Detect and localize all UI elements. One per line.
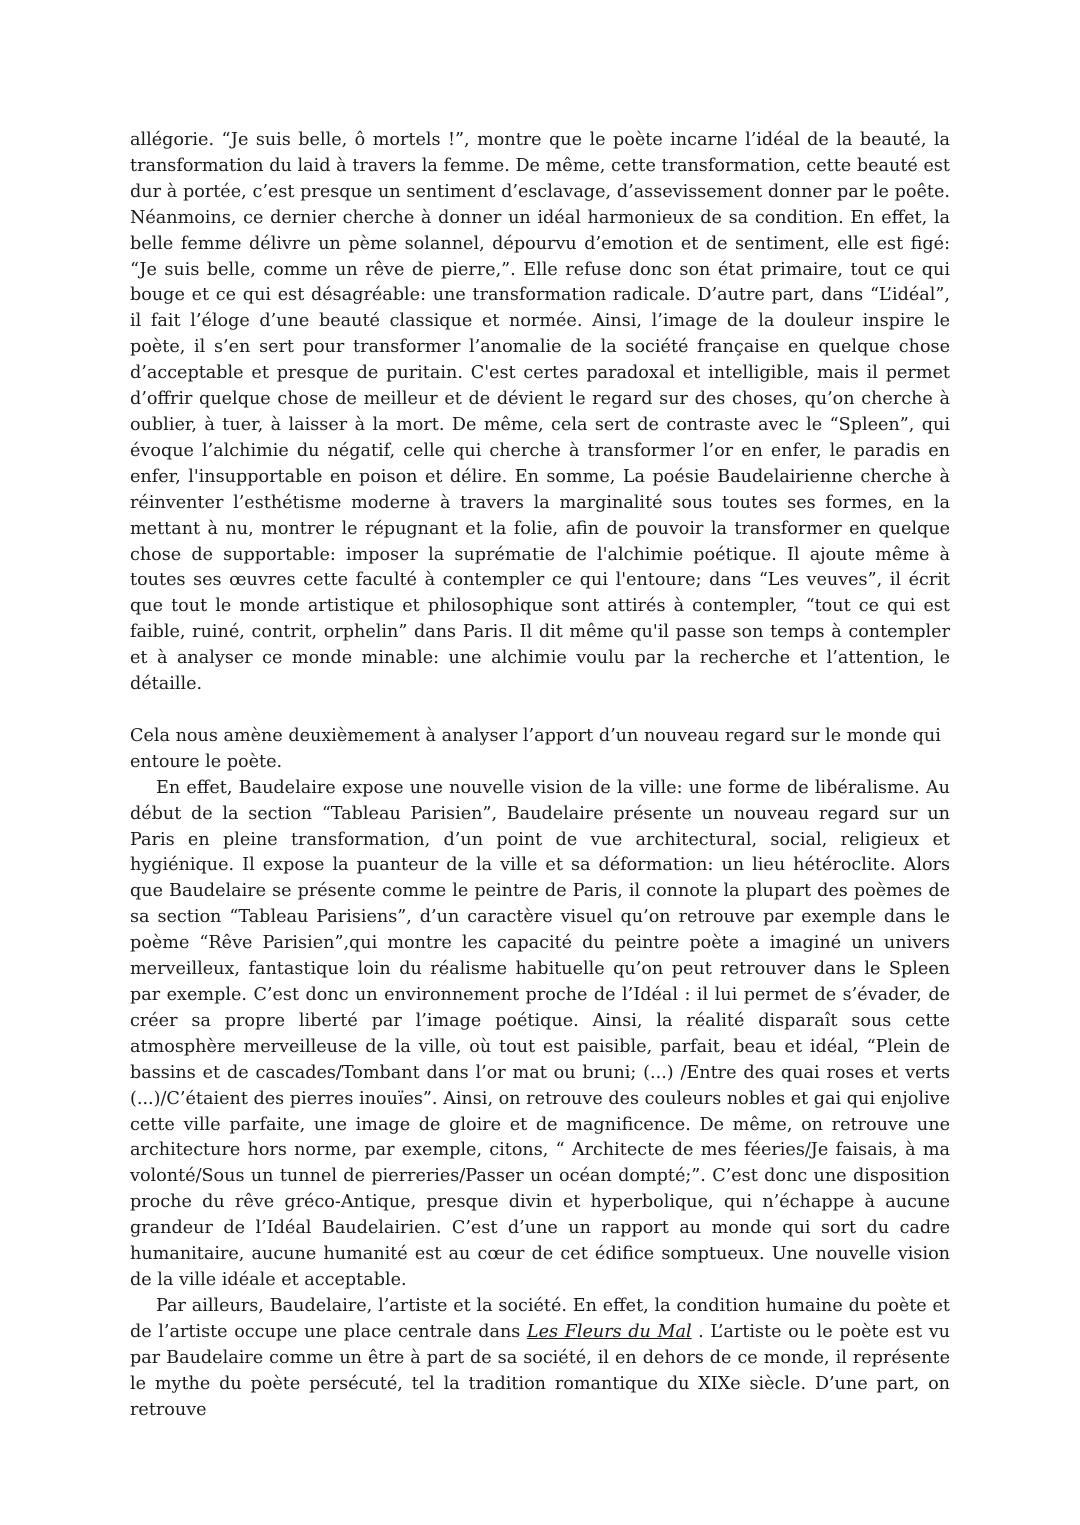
document-page <box>130 128 950 1423</box>
paragraph-city-vision: En effet, Baudelaire expose une nouvelle vision de la ville: une forme de libéralisme. Au début de la section “Tableau Parisien”, Baudelaire présente un nouveau regard sur un Paris en pleine transformation, d’un point de vue architectural, social, religieux et hygiénique. Il expose la puanteur de la ville et sa déformation: un lieu hétéroclite. Alors que Baudelaire se présente comme le peintre de Paris, il connote la plupart des poèmes de sa section “Tableau Parisiens”, d’un caractère visuel qu’on retrouve par exemple dans le poème “Rêve Parisien”,qui montre les capacité du peintre poète a imaginé un univers merveilleux, fantastique loin du réalisme habituelle qu’on peut retrouver dans le Spleen par exemple. C’est donc un environnement proche de l’Idéal : il lui permet de s’évader, de créer sa propre liberté par l’image poétique. Ainsi, la réalité disparaît sous cette atmosphère merveilleuse de la ville, où tout est paisible, parfait, beau et idéal, “Plein de bassins et de cascades/Tombant dans l’or mat ou bruni; (...) /Entre des quai roses et verts (...)/C’étaient des pierres inouïes”. Ainsi, on retrouve des couleurs nobles et gai qui enjolive cette ville parfaite, une image de gloire et de magnificence. De même, on retrouve une architecture hors norme, par exemple, citons, “ Architecte de mes féeries/Je faisais, à ma volonté/Sous un tunnel de pierreries/Passer un océan dompté;”. C’est donc une disposition proche du rêve gréco-Antique, presque divin et hyperbolique, qui n’échappe à aucune grandeur de l’Idéal Baudelairien. C’est d’une un rapport au monde qui sort du cadre humanitaire, aucune humanité est au cœur de cet édifice somptueux. Une nouvelle vision de la ville idéale et acceptable. <box>130 777 950 1290</box>
paragraph-text-after: . L’artiste ou le poète est vu par Baudelaire comme un être à part de sa société, il en dehors de ce monde, il représente le mythe du poète persécuté, tel la tradition romantique du XIXe siècle. D’une part, on retrouve <box>130 1321 950 1420</box>
paragraph-gap <box>130 698 950 724</box>
book-title: Les Fleurs du Mal <box>526 1321 692 1342</box>
paragraph-transition: Cela nous amène deuxièmement à analyser l’apport d’un nouveau regard sur le monde qui entoure le poète. <box>130 725 941 772</box>
paragraph-artist-society <box>130 1294 950 1424</box>
paragraph-text-before: Par ailleurs, Baudelaire, l’artiste et la société. En effet, la condition humaine du poète et de l’artiste occupe une place centrale dans <box>130 1295 950 1342</box>
paragraph-alchemy: allégorie. “Je suis belle, ô mortels !”, montre que le poète incarne l’idéal de la beauté, la transformation du laid à travers la femme. De même, cette transformation, cette beauté est dur à portée, c’est presque un sentiment d’esclavage, d’assevissement donner par le poête. Néanmoins, ce dernier cherche à donner un idéal harmonieux de sa condition. En effet, la belle femme délivre un pème solannel, dépourvu d’emotion et de sentiment, elle est figé: “Je suis belle, comme un rêve de pierre,”. Elle refuse donc son état primaire, tout ce qui bouge et ce qui est désagréable: une transformation radicale. D’autre part, dans “L’idéal”, il fait l’éloge d’une beauté classique et normée. Ainsi, l’image de la douleur inspire le poète, il s’en sert pour transformer l’anomalie de la société française en quelque chose d’acceptable et presque de puritain. C'est certes paradoxal et intelligible, mais il permet d’offrir quelque chose de meilleur et de dévient le regard sur des choses, qu’on cherche à oublier, à tuer, à laisser à la mort. De même, cela sert de contraste avec le “Spleen”, qui évoque l’alchimie du négatif, celle qui cherche à transformer l’or en enfer, le paradis en enfer, l'insupportable en poison et délire. En somme, La poésie Baudelairienne cherche à réinventer l’esthétisme moderne à travers la marginalité sous toutes ses formes, en la mettant à nu, montrer le répugnant et la folie, afin de pouvoir la transformer en quelque chose de supportable: imposer la suprématie de l'alchimie poétique. Il ajoute même à toutes ses œuvres cette faculté à contempler ce qui l'entoure; dans “Les veuves”, il écrit que tout le monde artistique et philosophique sont attirés à contempler, “tout ce qui est faible, ruiné, contrit, orphelin” dans Paris. Il dit même qu'il passe son temps à contempler et à analyser ce monde minable: une alchimie voulu par la recherche et l’attention, le détaille. <box>130 130 950 695</box>
